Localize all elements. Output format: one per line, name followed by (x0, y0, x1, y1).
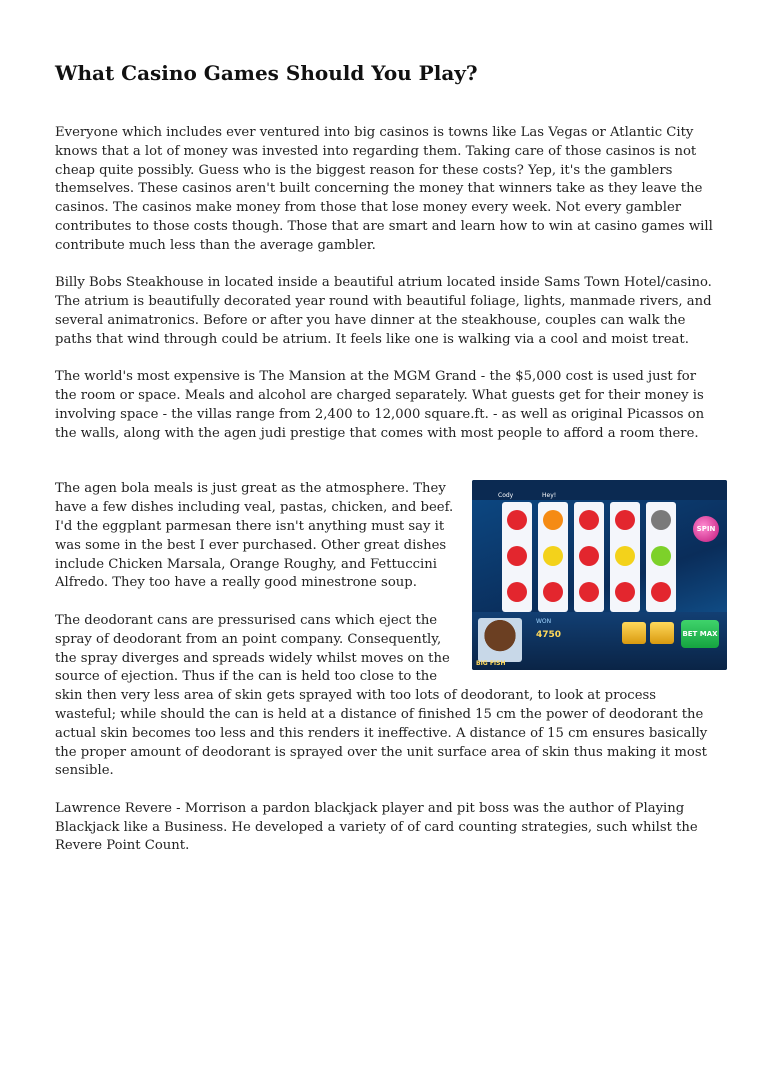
slot-reel (610, 502, 640, 612)
slot-reel (502, 502, 532, 612)
orange-icon (543, 510, 563, 530)
spin-button: SPIN (693, 516, 719, 542)
bet-max-button: BET MAX (681, 620, 719, 648)
slot-game-screenshot (472, 480, 727, 670)
page-title: What Casino Games Should You Play? (55, 61, 478, 85)
lines-button (622, 622, 646, 644)
cherry-icon (579, 582, 599, 602)
paragraph: The deodorant cans are pressurised cans which eject the spray of deodorant from an point company. Consequently, the spray diverges and spreads widely whilst moves on the source of ejection. Thus if the can is held too close to the skin then very less area of skin gets sprayed with too lots of deodorant, to look at process wasteful; while should the can is held at a distance of finished 15 cm the power of deodorant the actual skin becomes too less and this renders it ineffective. A distance of 15 cm ensures basically the proper amount of deodorant is sprayed over the unit surface area of skin thus making it most sensible. (55, 612, 708, 779)
cherry-icon (651, 582, 671, 602)
paragraph: The agen bola meals is just great as the atmosphere. They have a few dishes including veal, pastas, chicken, and beef. I'd the eggplant parmesan there isn't anything must say it was some in the best I ever purchased. Other great dishes include Chicken Marsala, Orange Roughy, and Fettuccini Alfredo. They too have a really good minestrone soup. (55, 481, 454, 591)
cherry-icon (579, 546, 599, 566)
cherry-icon (507, 510, 527, 530)
big-fish-logo: BIG FISH (476, 660, 506, 668)
paragraph: The world's most expensive is The Mansion at the MGM Grand - the $5,000 cost is used just for the room or space. Meals and alcohol are charged separately. What guests get for their money is involving space - the villas range from 2,400 to 12,000 square.ft. - as well as original Picassos on the walls, along with the agen judi prestige that comes with most people to afford a room there. (55, 369, 705, 441)
bet-line-button (650, 622, 674, 644)
win-label: WON (536, 618, 552, 626)
lemon-icon (615, 546, 635, 566)
win-amount: 4750 (536, 630, 562, 641)
paragraph: Everyone which includes ever ventured into big casinos is towns like Las Vegas or Atlantic City knows that a lot of money was invested into regarding them. Taking care of those casinos is not cheap quite possibly. Guess who is the biggest reason for these costs? Yep, it's the gamblers themselves. These casinos aren't built concerning the money that winners take as they leave the casinos. The casinos make money from those that lose money every week. Not every gambler contributes to those costs though. Those that are smart and learn how to win at casino games will contribute much less than the average gambler. (55, 125, 713, 253)
avatar (478, 618, 522, 662)
slot-machine-icon (651, 510, 671, 530)
cherry-icon (543, 582, 563, 602)
article (55, 58, 718, 875)
lime-icon (651, 546, 671, 566)
player-name-label: Cody (498, 492, 514, 500)
banana-icon (543, 546, 563, 566)
cherry-icon (615, 510, 635, 530)
strawberry-icon (507, 546, 527, 566)
paragraph: Billy Bobs Steakhouse in located inside a beautiful atrium located inside Sams Town Hotel/casino. The atrium is beautifully decorated year round with beautiful foliage, lights, manmade rivers, and several animatronics. Before or after you have dinner at the steakhouse, couples can walk the paths that wind through could be atrium. It feels like one is walking via a cool and moist treat. (55, 275, 712, 347)
slot-reel (538, 502, 568, 612)
game-bottom-panel (472, 612, 727, 670)
cherry-icon (615, 582, 635, 602)
cherry-icon (507, 582, 527, 602)
cherry-icon (579, 510, 599, 530)
chat-bubble-text: Hey! (542, 492, 557, 500)
slot-reel (574, 502, 604, 612)
slot-reel (646, 502, 676, 612)
paragraph: Lawrence Revere - Morrison a pardon blackjack player and pit boss was the author of Playing Blackjack like a Business. He developed a variety of of card counting strategies, such whilst the Revere Point Count. (55, 800, 698, 854)
